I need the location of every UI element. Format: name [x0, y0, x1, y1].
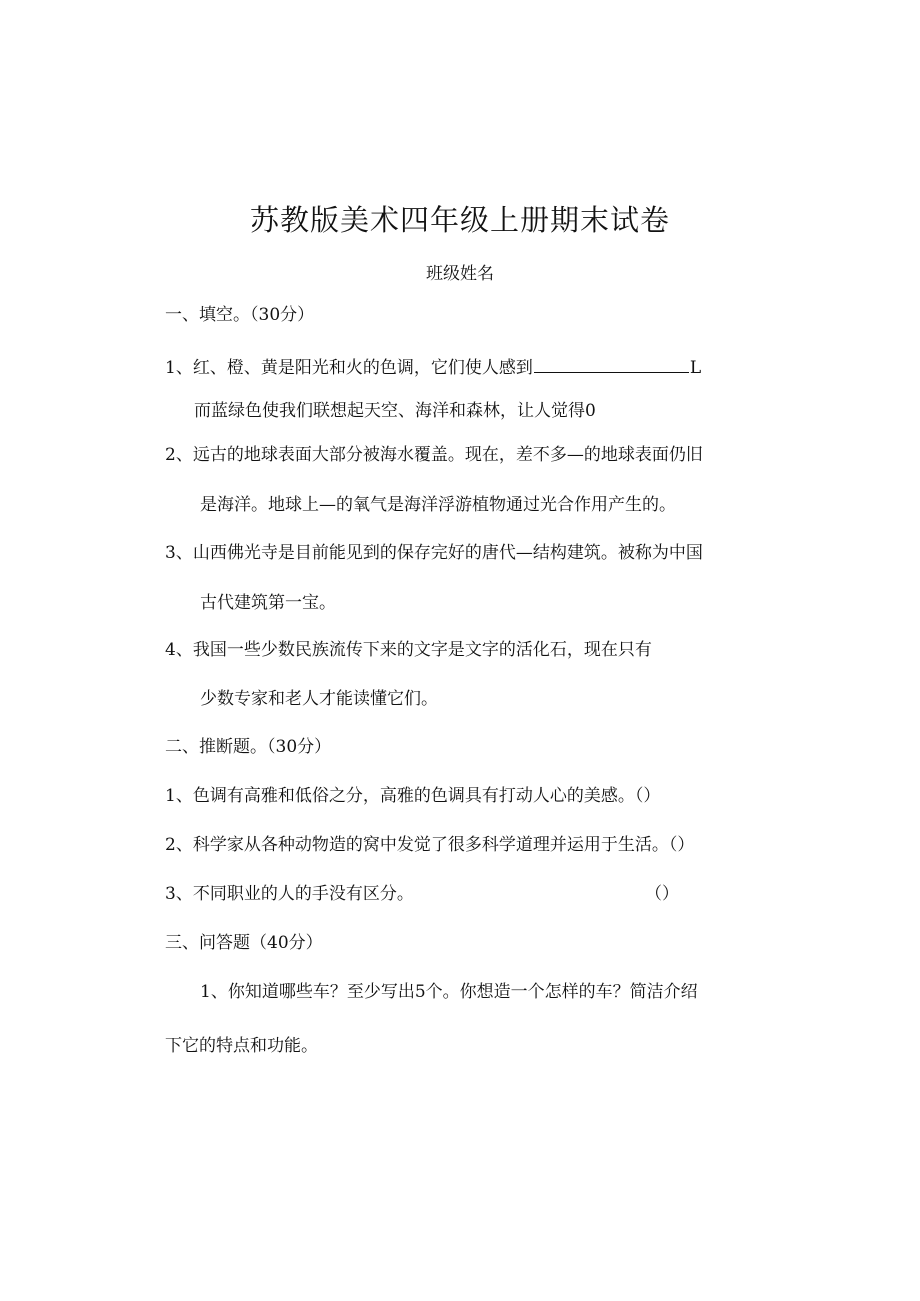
question-line: 4、我国一些少数民族流传下来的文字是文字的活化石，现在只有 — [165, 640, 652, 660]
question-line: 古代建筑第一宝。 — [200, 593, 336, 613]
question-line: 3、山西佛光寺是目前能见到的保存完好的唐代—结构建筑。被称为中国 — [165, 543, 703, 563]
class-name-line: 班级姓名 — [426, 264, 494, 284]
answer-blank[interactable] — [534, 355, 689, 373]
question-line: 1、你知道哪些车？至少写出5个。你想造一个怎样的车？简洁介绍 — [200, 982, 698, 1002]
question-line — [165, 355, 701, 379]
section-heading-short-answer: 三、问答题（40分） — [165, 933, 323, 953]
question-line: 2、远古的地球表面大部分被海水覆盖。现在，差不多—的地球表面仍旧 — [165, 445, 703, 465]
page-title: 苏教版美术四年级上册期末试卷 — [249, 203, 670, 237]
question-line: 少数专家和老人才能读懂它们。 — [200, 689, 438, 709]
question-line: 是海洋。地球上—的氧气是海洋浮游植物通过光合作用产生的。 — [200, 495, 676, 515]
question-line: 1、色调有高雅和低俗之分，高雅的色调具有打动人心的美感。（） — [165, 786, 661, 806]
answer-parentheses[interactable]: （） — [645, 884, 679, 904]
question-line: 2、科学家从各种动物造的窝中发觉了很多科学道理并运用于生活。（） — [165, 835, 695, 855]
question-line: 而蓝绿色使我们联想起天空、海洋和森林，让人觉得0 — [194, 401, 596, 421]
question-text: 1、红、橙、黄是阳光和火的色调，它们使人感到 — [165, 358, 533, 378]
question-line: 3、不同职业的人的手没有区分。 — [165, 884, 414, 904]
question-line: 下它的特点和功能。 — [165, 1036, 318, 1056]
question-text: L — [689, 358, 702, 378]
section-heading-true-false: 二、推断题。（30分） — [165, 737, 332, 757]
section-heading-fill-in: 一、填空。（30分） — [165, 305, 315, 325]
